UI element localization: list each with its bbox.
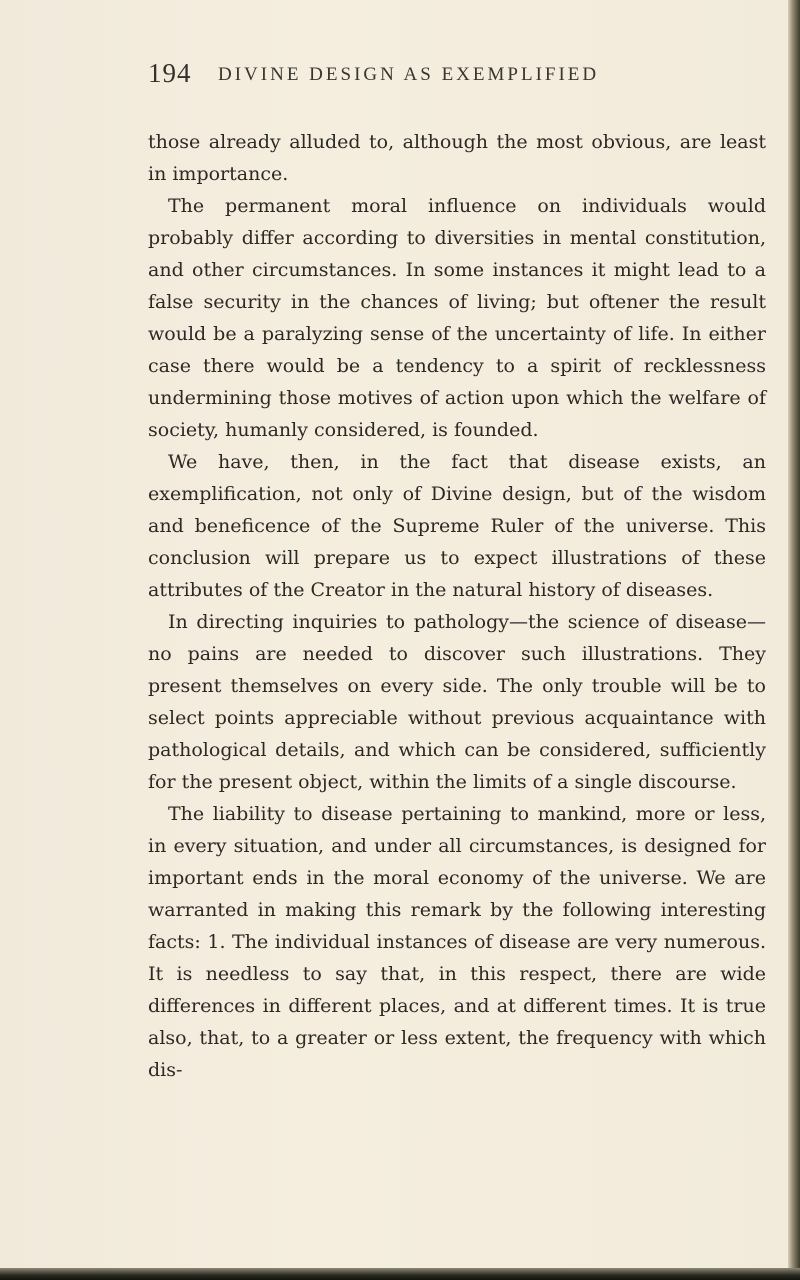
page-number: 194 [148, 58, 192, 88]
paragraph-moral-influence: The permanent moral influence on individuals would probably differ according to diversities in mental constitution, and other circumstances. In some instances it might lead to a false security in the chances of living; but oftener the result would be a paralyzing sense of the uncertainty of life. In either case there would be a tendency to a spirit of recklessness undermining those motives of action upon which the welfare of society, humanly considered, is founded. [148, 195, 766, 441]
paragraph-continuation: those already alluded to, although the most obvious, are least in importance. [148, 131, 766, 185]
page-header [148, 58, 768, 98]
body-text [148, 126, 766, 1086]
page-edge-shadow [788, 0, 800, 1280]
page-bottom-shadow [0, 1268, 800, 1280]
running-head: DIVINE DESIGN AS EXEMPLIFIED [218, 64, 600, 85]
paragraph-liability: The liability to disease pertaining to mankind, more or less, in every situation, and under all circumstances, is designed for important ends in the moral economy of the universe. We are warranted in making this remark by the following interesting facts: 1. The individual instances of disease are very numerous. It is needless to say that, in this respect, there are wide differences in different places, and at different times. It is true also, that, to a greater or less extent, the frequency with which dis- [148, 803, 766, 1081]
paragraph-pathology: In directing inquiries to pathology—the science of disease—no pains are needed to discover such illustrations. They present themselves on every side. The only trouble will be to select points appreciable without previous acquaintance with pathological details, and which can be considered, sufficiently for the present object, within the limits of a single discourse. [148, 611, 766, 793]
paragraph-divine-design: We have, then, in the fact that disease exists, an exemplification, not only of Divine design, but of the wisdom and beneficence of the Supreme Ruler of the universe. This conclusion will prepare us to expect illustrations of these attributes of the Creator in the natural history of diseases. [148, 451, 766, 601]
